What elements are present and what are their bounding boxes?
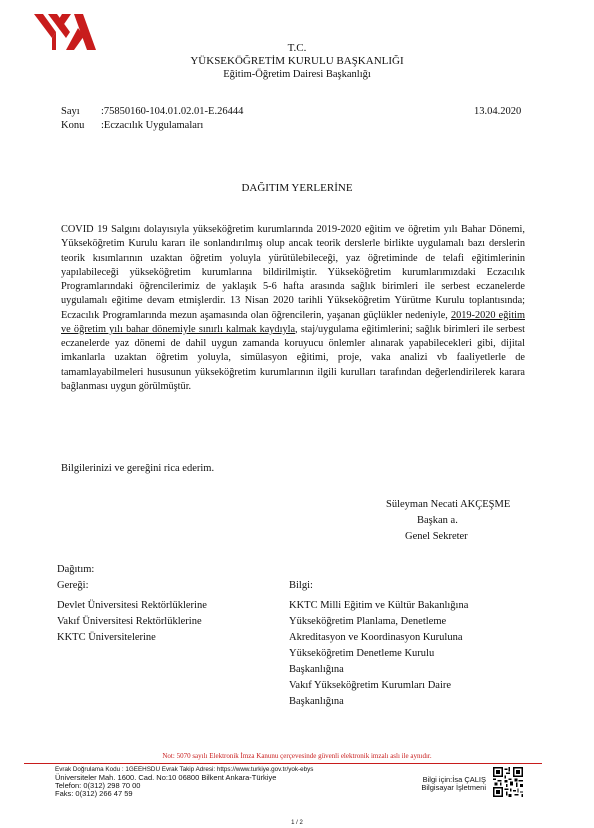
header-department: Eğitim-Öğretim Dairesi Başkanlığı [223,69,371,80]
list-item: Yükseköğretim Planlama, Denetleme [289,616,447,627]
body-text-part1: COVID 19 Salgını dolayısıyla yükseköğretim kurumlarında 2019-2020 eğitim ve öğretim yılı Bahar Dönemi, Yükseköğretim Kurulu kararı ile sonlandırılmış olup ancak teorik derslerle birlikte uygulamalı bazı derslerin teorik kısımlarının uzaktan öğretim yoluyla yürütülebileceği, yaz öğretiminde de telafi eğitimlerinin yapılabileceği yükseköğretim kurumlarına bildirilmiştir. Yükseköğretim kurumlarımızdaki Eczacılık Programlarındaki öğrencilerimiz de yaklaşık 5-6 hafta arasında sağlık birimleri ile serbest eczanelerde uygulamalı eğitime devam etmişlerdir. 13 Nisan 2020 tarihli Yükseköğretim Yürütme Kurulu toplantısında; Eczacılık Programlarında mezun aşamasında olan öğrencilerin, yaşanan güçlükler nedeniyle, [61,224,525,321]
closing-line: Bilgilerinizi ve gereğini rica ederim. [61,463,215,474]
list-item: KKTC Üniversitelerine [57,632,156,643]
footer-phone: Telefon: 0(312) 298 70 00 [55,781,141,790]
footer-info [410,776,486,793]
document-date: 13.04.2020 [474,106,522,117]
bilgi-list [289,598,468,710]
konu-label: Konu [61,120,85,131]
list-item: Başkanlığına [289,664,344,675]
list-item: Devlet Üniversitesi Rektörlüklerine [57,600,207,611]
bilgi-label: Bilgi: [289,580,313,591]
list-item: Vakıf Yükseköğretim Kurumları Daire [289,680,452,691]
list-item: Vakıf Üniversitesi Rektörlüklerine [57,616,202,627]
signer-role-2: Genel Sekreter [405,531,468,542]
qr-code-icon [493,767,523,797]
signer-name: Süleyman Necati AKÇEŞME [386,499,511,510]
e-signature-notice: Not: 5070 sayılı Elektronik İmza Kanunu çerçevesinde güvenli elektronik imzalı aslı ile aynıdır. [162,752,432,760]
list-item: Başkanlığına [289,696,344,707]
header-institution: YÜKSEKÖĞRETİM KURULU BAŞKANLIĞI [190,55,404,67]
verification-line: Evrak Doğrulama Kodu : 1GEEHSDU Evrak Takip Adresi: https://www.turkiye.gov.tr/yok-ebys [55,766,314,773]
signer-role-1: Başkan a. [417,515,458,526]
header-tc: T.C. [287,42,307,54]
footer-divider [24,763,542,764]
gerek-list [57,598,207,646]
sayi-label: Sayı [61,106,80,117]
body-text-part2: , staj/uygulama eğitimlerini; sağlık birimleri ile serbest eczanelerde yaz dönemi de dahil uygun zamanda koruyucu önlemler alınarak yapabilecekleri gibi, dijital imkanlarla uzaktan öğretim yoluyla, simülasyon eğitimi, proje, vaka analizi vb faaliyetlerle de tamamlayabilmeleri hususunun yükseköğretim kurumlarının ilgili kurulları tarafından değerlendirilerek karara bağlanması uygun görülmüştür. [61,323,525,392]
footer-address: Üniversiteler Mah. 1600. Cad. No:10 06800 Bilkent Ankara-Türkiye [55,772,277,782]
footer-contact [55,766,313,799]
body-text-underlined: 2019-2020 eğitim ve öğretim yılı bahar dönemiyle sınırlı kalmak kaydıyla [61,309,525,335]
list-item: KKTC Milli Eğitim ve Kültür Bakanlığına [289,600,469,611]
distribution-title: Dağıtım: [57,564,95,575]
info-contact-role: Bilgisayar İşletmeni [421,783,486,793]
list-item: Akreditasyon ve Koordinasyon Kuruluna [289,632,463,643]
konu-value: :Eczacılık Uygulamaları [101,120,204,131]
info-contact-name: Bilgi için:İsa ÇALIŞ [422,775,486,784]
page-number: 1 / 2 [291,820,303,826]
gerek-label: Gereği: [57,580,89,591]
body-paragraph [61,223,525,394]
list-item: Yükseköğretim Denetleme Kurulu [289,648,435,659]
document-title: DAĞITIM YERLERİNE [241,182,353,194]
footer-fax: Faks: 0(312) 266 47 59 [55,789,133,799]
sayi-value: :75850160-104.01.02.01-E.26444 [101,106,244,117]
